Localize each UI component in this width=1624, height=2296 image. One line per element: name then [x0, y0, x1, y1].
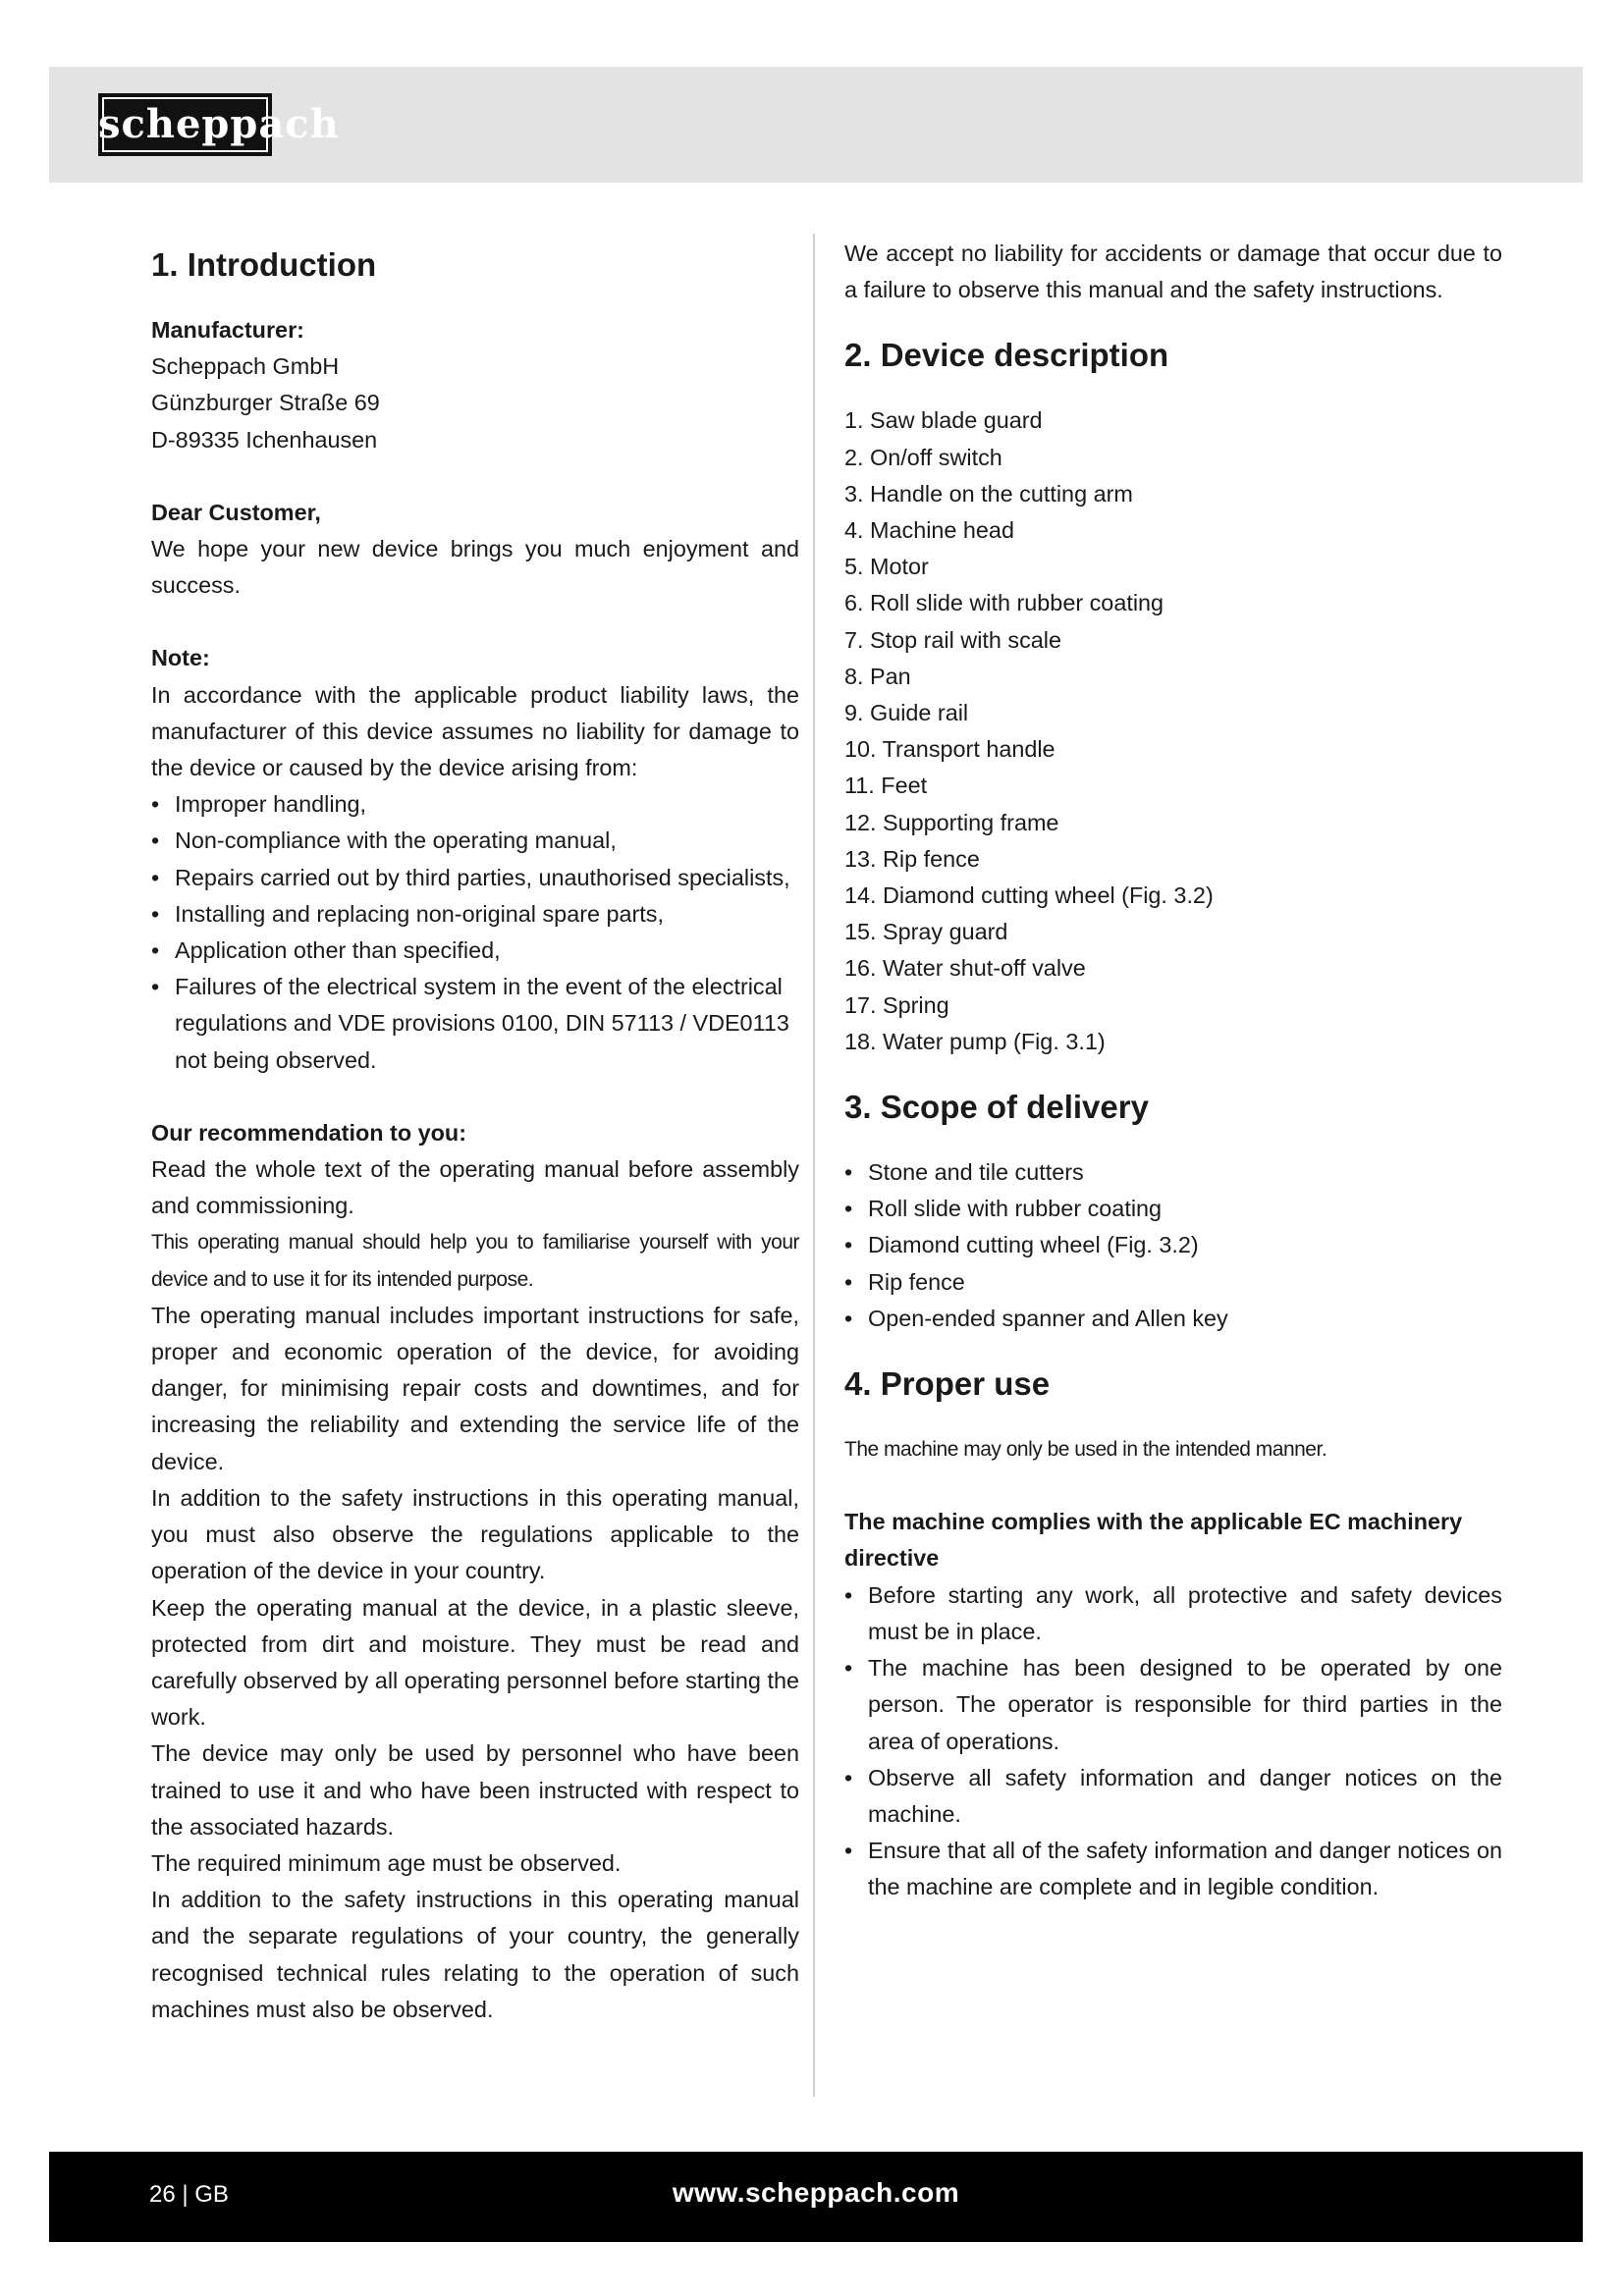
manufacturer-name: Scheppach GmbH — [151, 353, 340, 380]
section-title-scope-of-delivery: 3. Scope of delivery — [844, 1089, 1149, 1126]
note-label: Note: — [151, 645, 210, 671]
page-number: 26 | GB — [149, 2181, 229, 2208]
list-item: • Roll slide with rubber coating — [844, 1191, 1502, 1227]
list-item: 10. Transport handle — [844, 736, 1056, 763]
list-item: 2. On/off switch — [844, 444, 1002, 470]
section-title-device-description: 2. Device description — [844, 337, 1169, 374]
recommendation-p8: In addition to the safety instructions in this operating manual and the separate regulations of your country, the generally recognised technical rules relating to the operation of such machines must also be observed. — [151, 1887, 799, 2022]
list-item: • Improper handling, — [151, 786, 799, 823]
list-item: 12. Supporting frame — [844, 809, 1059, 835]
list-item: • Before starting any work, all protective and safety devices must be in place. — [844, 1577, 1502, 1650]
list-item: 6. Roll slide with rubber coating — [844, 590, 1164, 616]
footer-band — [49, 2152, 1583, 2242]
list-item: 13. Rip fence — [844, 845, 980, 872]
recommendation-p3: The operating manual includes important instructions for safe, proper and economic operation of the device, for avoiding danger, for minimising repair costs and downtimes, and for increasing the reliability and extending the service life of the device. — [151, 1302, 799, 1474]
website-link[interactable]: www.scheppach.com — [672, 2177, 960, 2208]
list-item: • Diamond cutting wheel (Fig. 3.2) — [844, 1227, 1502, 1263]
list-item: • Open-ended spanner and Allen key — [844, 1301, 1502, 1337]
list-item: • Observe all safety information and danger notices on the machine. — [844, 1760, 1502, 1833]
list-item: 5. Motor — [844, 554, 929, 580]
list-item: • Application other than specified, — [151, 933, 799, 969]
scope-list — [844, 1154, 1502, 1337]
list-item: • Rip fence — [844, 1264, 1502, 1301]
left-column — [151, 236, 799, 2028]
recommendation-p4: In addition to the safety instructions in this operating manual, you must also observe the regulations applicable to the operation of the device in your country. — [151, 1484, 799, 1584]
device-parts-list — [844, 402, 1502, 1060]
list-item: • Stone and tile cutters — [844, 1154, 1502, 1191]
note-text: In accordance with the applicable product liability laws, the manufacturer of this device assumes no liability for damage to the device or caused by the device arising from: — [151, 681, 799, 781]
list-item: 17. Spring — [844, 991, 949, 1018]
liability-text: We accept no liability for accidents or damage that occur due to a failure to observe this manual and the safety instructions. — [844, 240, 1502, 303]
recommendation-p1: Read the whole text of the operating manual before assembly and commissioning. — [151, 1156, 799, 1219]
recommendation-p2: This operating manual should help you to familiarise yourself with your device and to use it for its intended purpose. — [151, 1231, 799, 1291]
recommendation-p7: The required minimum age must be observed. — [151, 1849, 622, 1876]
list-item: • Installing and replacing non-original spare parts, — [151, 896, 799, 933]
dear-customer-text: We hope your new device brings you much enjoyment and success. — [151, 536, 799, 599]
column-divider — [813, 234, 815, 2097]
list-item: 14. Diamond cutting wheel (Fig. 3.2) — [844, 882, 1214, 909]
list-item: 3. Handle on the cutting arm — [844, 480, 1133, 507]
note-bullets — [151, 786, 799, 1079]
list-item: • Failures of the electrical system in the event of the electrical regulations and VDE provisions 0100, DIN 57113 / VDE0113 not being observed. — [151, 969, 799, 1079]
list-item: 1. Saw blade guard — [844, 407, 1043, 434]
scheppach-logo: scheppach — [98, 93, 272, 156]
recommendation-p6: The device may only be used by personnel who have been trained to use it and who have been instructed with respect to the associated hazards. — [151, 1740, 799, 1840]
ec-directive-label: The machine complies with the applicable EC machinery directive — [844, 1509, 1463, 1572]
list-item: 8. Pan — [844, 663, 911, 689]
header-band — [49, 67, 1583, 183]
dear-customer-label: Dear Customer, — [151, 499, 321, 525]
list-item: 4. Machine head — [844, 517, 1014, 544]
right-column — [844, 236, 1502, 1906]
section-title-introduction: 1. Introduction — [151, 246, 377, 283]
list-item: 16. Water shut-off valve — [844, 955, 1086, 982]
list-item: 11. Feet — [844, 773, 928, 799]
ec-bullets — [844, 1577, 1502, 1906]
proper-use-text: The machine may only be used in the intended manner. — [844, 1438, 1327, 1462]
recommendation-p5: Keep the operating manual at the device, in a plastic sleeve, protected from dirt and moisture. They must be read and carefully observed by all operating personnel before starting the work. — [151, 1594, 799, 1731]
list-item: • Repairs carried out by third parties, unauthorised specialists, — [151, 860, 799, 896]
list-item: 15. Spray guard — [844, 919, 1008, 945]
manufacturer-street: Günzburger Straße 69 — [151, 390, 380, 416]
list-item: • Non-compliance with the operating manual, — [151, 823, 799, 859]
section-title-proper-use: 4. Proper use — [844, 1365, 1051, 1403]
list-item: 7. Stop rail with scale — [844, 626, 1062, 653]
manufacturer-label: Manufacturer: — [151, 317, 304, 343]
manufacturer-city: D-89335 Ichenhausen — [151, 426, 378, 453]
list-item: • The machine has been designed to be operated by one person. The operator is responsible for third parties in the area of operations. — [844, 1650, 1502, 1760]
list-item: 9. Guide rail — [844, 700, 969, 726]
list-item: • Ensure that all of the safety information and danger notices on the machine are complete and in legible condition. — [844, 1833, 1502, 1905]
recommendation-label: Our recommendation to you: — [151, 1119, 466, 1146]
list-item: 18. Water pump (Fig. 3.1) — [844, 1028, 1106, 1054]
